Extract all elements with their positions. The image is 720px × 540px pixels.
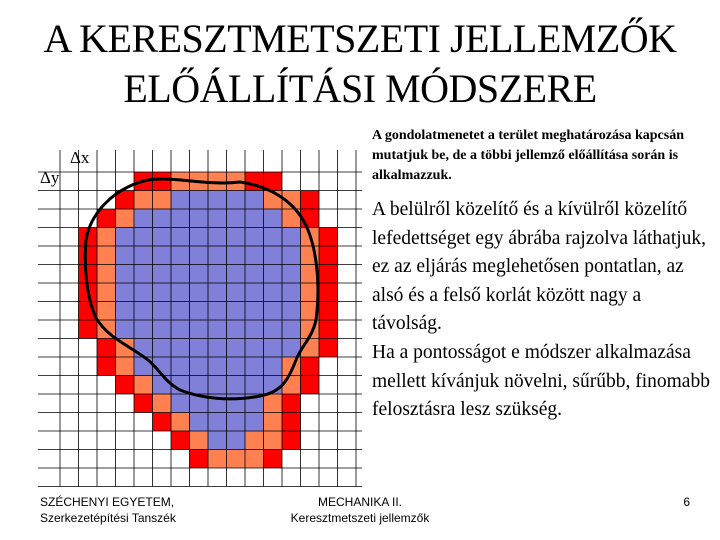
- inner-cell: [208, 320, 227, 339]
- boundary-cell: [97, 246, 116, 265]
- inner-cell: [134, 209, 153, 228]
- boundary-cell: [301, 283, 320, 302]
- inner-cell: [208, 357, 227, 376]
- inner-cell: [282, 302, 301, 321]
- inner-cell: [190, 246, 209, 265]
- inner-cell: [208, 302, 227, 321]
- boundary-cell: [134, 191, 153, 210]
- inner-cell: [282, 283, 301, 302]
- inner-cell: [208, 191, 227, 210]
- inner-cell: [171, 320, 190, 339]
- outer-cell: [301, 376, 320, 395]
- inner-cell: [190, 339, 209, 358]
- inner-cell: [227, 209, 246, 228]
- outer-cell: [171, 431, 190, 450]
- inner-cell: [190, 302, 209, 321]
- inner-cell: [190, 413, 209, 432]
- inner-cell: [153, 246, 172, 265]
- inner-cell: [245, 357, 264, 376]
- outer-cell: [264, 450, 283, 469]
- inner-cell: [116, 228, 135, 247]
- inner-cell: [190, 357, 209, 376]
- inner-cell: [245, 320, 264, 339]
- outer-cell: [319, 339, 338, 358]
- inner-cell: [245, 246, 264, 265]
- outer-cell: [319, 283, 338, 302]
- inner-cell: [264, 357, 283, 376]
- outer-cell: [79, 320, 98, 339]
- inner-cell: [264, 302, 283, 321]
- boundary-cell: [116, 209, 135, 228]
- inner-cell: [171, 228, 190, 247]
- inner-cell: [227, 191, 246, 210]
- page-number: 6: [683, 495, 690, 509]
- outer-cell: [190, 450, 209, 469]
- inner-cell: [171, 302, 190, 321]
- inner-cell: [134, 320, 153, 339]
- inner-cell: [245, 209, 264, 228]
- inner-cell: [171, 191, 190, 210]
- inner-cell: [153, 339, 172, 358]
- boundary-cell: [97, 228, 116, 247]
- inner-cell: [264, 339, 283, 358]
- dy-label: Δy: [40, 168, 60, 187]
- inner-cell: [190, 209, 209, 228]
- inner-cell: [190, 283, 209, 302]
- inner-cell: [171, 339, 190, 358]
- inner-cell: [227, 357, 246, 376]
- inner-cell: [190, 320, 209, 339]
- boundary-cell: [227, 450, 246, 469]
- outer-cell: [97, 357, 116, 376]
- footer-topic: Keresztmetszeti jellemzők: [290, 511, 430, 525]
- inner-cell: [227, 413, 246, 432]
- inner-cell: [134, 246, 153, 265]
- inner-cell: [227, 246, 246, 265]
- boundary-cell: [116, 357, 135, 376]
- inner-cell: [208, 265, 227, 284]
- inner-cell: [208, 376, 227, 395]
- inner-cell: [116, 265, 135, 284]
- outer-cell: [282, 431, 301, 450]
- inner-cell: [245, 265, 264, 284]
- inner-cell: [208, 413, 227, 432]
- inner-cell: [227, 431, 246, 450]
- inner-cell: [208, 283, 227, 302]
- inner-cell: [171, 357, 190, 376]
- body-paragraph-1: A belülről közelítő és a kívülről közelítő lefedettséget egy ábrába rajzolva láthatjuk, ez az eljárás meglehetősen pontatlan, az alsó és a felső korlát között nagy a távolság.: [372, 199, 707, 335]
- inner-cell: [134, 265, 153, 284]
- inner-cell: [116, 283, 135, 302]
- footer-center: [240, 494, 480, 526]
- inner-cell: [245, 283, 264, 302]
- body-paragraph-2: Ha a pontosságot e módszer alkalmazása mellett kívánjuk növelni, sűrűbb, finomabb felosztásra lesz szükség.: [372, 341, 710, 421]
- inner-cell: [227, 283, 246, 302]
- footer-left: [40, 494, 260, 526]
- inner-cell: [208, 246, 227, 265]
- note-text: A gondolatmenetet a terület meghatározása kapcsán mutatjuk be, de a többi jellemző előállítása során is alkalmazzuk.: [372, 128, 684, 183]
- boundary-cell: [208, 450, 227, 469]
- outer-cell: [282, 413, 301, 432]
- inner-cell: [171, 394, 190, 413]
- inner-cell: [171, 209, 190, 228]
- inner-cell: [245, 302, 264, 321]
- inner-cell: [134, 339, 153, 358]
- inner-cell: [282, 228, 301, 247]
- boundary-cell: [264, 431, 283, 450]
- inner-cell: [134, 283, 153, 302]
- inner-cell: [245, 228, 264, 247]
- inner-cell: [264, 320, 283, 339]
- outer-cell: [319, 246, 338, 265]
- inner-cell: [245, 413, 264, 432]
- inner-cell: [245, 191, 264, 210]
- boundary-cell: [97, 283, 116, 302]
- boundary-cell: [245, 450, 264, 469]
- title-line-2: ELŐÁLLÍTÁSI MÓDSZERE: [123, 66, 597, 111]
- inner-cell: [190, 191, 209, 210]
- outer-cell: [134, 394, 153, 413]
- outer-cell: [282, 394, 301, 413]
- inner-cell: [264, 246, 283, 265]
- boundary-cell: [153, 394, 172, 413]
- inner-cell: [190, 228, 209, 247]
- inner-cell: [116, 246, 135, 265]
- inner-cell: [153, 283, 172, 302]
- inner-cell: [116, 302, 135, 321]
- inner-cell: [171, 283, 190, 302]
- inner-cell: [208, 209, 227, 228]
- inner-cell: [245, 376, 264, 395]
- inner-cell: [264, 265, 283, 284]
- outer-cell: [97, 339, 116, 358]
- inner-cell: [264, 283, 283, 302]
- inner-cell: [227, 228, 246, 247]
- inner-cell: [153, 209, 172, 228]
- outer-cell: [319, 302, 338, 321]
- dx-label: Δx: [70, 148, 90, 167]
- outer-cell: [319, 228, 338, 247]
- outer-cell: [79, 246, 98, 265]
- boundary-cell: [245, 431, 264, 450]
- title-line-1: A KERESZTMETSZETI JELLEMZŐK: [43, 16, 677, 61]
- body-text: [372, 196, 712, 425]
- outer-cell: [116, 376, 135, 395]
- inner-cell: [208, 228, 227, 247]
- inner-cell: [171, 265, 190, 284]
- inner-cell: [190, 265, 209, 284]
- outer-cell: [301, 357, 320, 376]
- inner-cell: [153, 320, 172, 339]
- inner-cell: [227, 339, 246, 358]
- outer-cell: [153, 413, 172, 432]
- inner-cell: [264, 209, 283, 228]
- inner-cell: [245, 339, 264, 358]
- boundary-cell: [190, 431, 209, 450]
- inner-cell: [190, 376, 209, 395]
- footer-course: MECHANIKA II.: [317, 495, 403, 509]
- inner-cell: [208, 431, 227, 450]
- inner-cell: [227, 394, 246, 413]
- boundary-cell: [134, 376, 153, 395]
- footer-university: SZÉCHENYI EGYETEM,: [40, 495, 175, 509]
- inner-cell: [282, 246, 301, 265]
- boundary-cell: [153, 191, 172, 210]
- inner-cell: [282, 320, 301, 339]
- boundary-cell: [264, 413, 283, 432]
- inner-cell: [227, 376, 246, 395]
- outer-cell: [319, 320, 338, 339]
- inner-cell: [282, 265, 301, 284]
- boundary-cell: [97, 302, 116, 321]
- inner-cell: [116, 320, 135, 339]
- inner-cell: [153, 228, 172, 247]
- inner-cell: [227, 302, 246, 321]
- inner-cell: [208, 339, 227, 358]
- boundary-cell: [282, 376, 301, 395]
- inner-cell: [227, 265, 246, 284]
- boundary-cell: [171, 413, 190, 432]
- inner-cell: [153, 376, 172, 395]
- outer-cell: [301, 191, 320, 210]
- inner-cell: [171, 246, 190, 265]
- inner-cell: [134, 302, 153, 321]
- outer-cell: [153, 172, 172, 191]
- footer-department: Szerkezetépítési Tanszék: [40, 511, 176, 525]
- inner-cell: [153, 265, 172, 284]
- boundary-cell: [97, 265, 116, 284]
- boundary-cell: [264, 394, 283, 413]
- inner-cell: [264, 228, 283, 247]
- inner-cell: [134, 228, 153, 247]
- inner-cell: [153, 302, 172, 321]
- inner-cell: [227, 320, 246, 339]
- outer-cell: [319, 265, 338, 284]
